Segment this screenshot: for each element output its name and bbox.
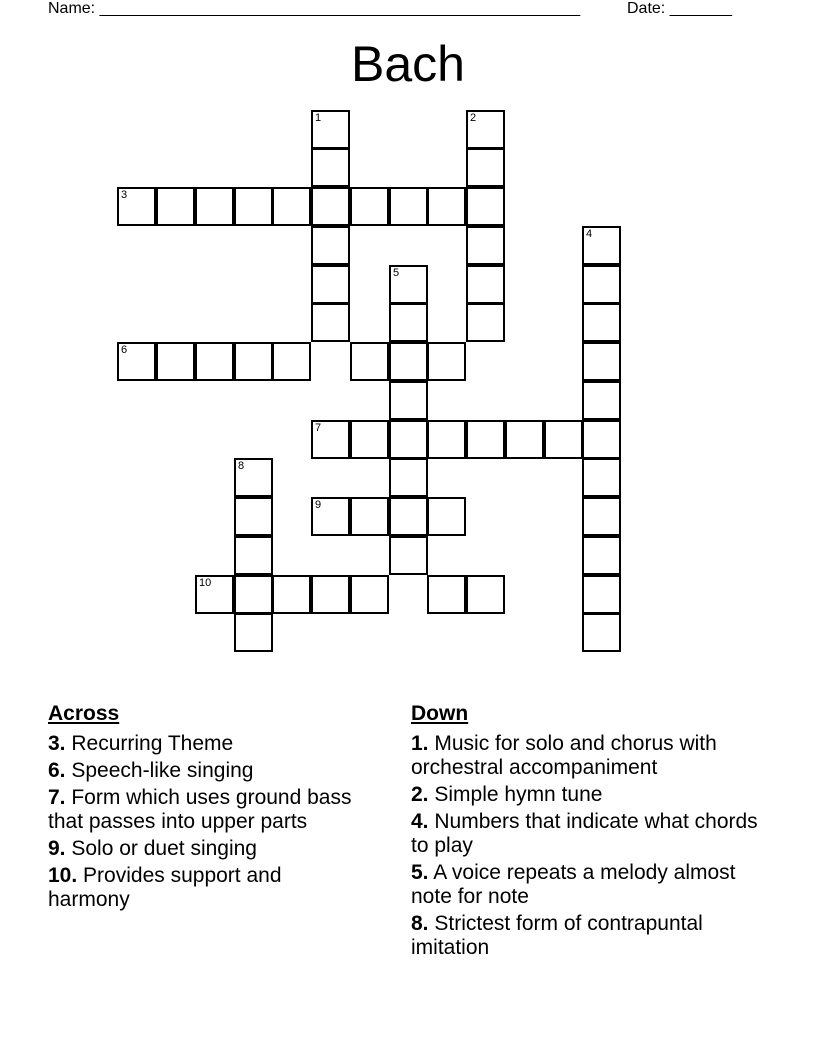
grid-cell	[466, 110, 505, 149]
grid-cell	[582, 575, 621, 614]
cell-number: 1	[315, 112, 322, 124]
down-clues	[411, 702, 761, 963]
clue-across-3	[48, 732, 358, 756]
grid-cell	[582, 613, 621, 652]
grid-cell	[582, 342, 621, 381]
grid-cell	[466, 187, 505, 226]
grid-cell	[505, 420, 544, 459]
grid-cell	[582, 536, 621, 575]
grid-cell	[582, 458, 621, 497]
grid-cell	[389, 265, 428, 304]
clue-text: Solo or duet singing	[71, 837, 257, 860]
clue-text: A voice repeats a melody almost note for note	[411, 861, 736, 908]
grid-cell	[466, 303, 505, 342]
grid-cell	[427, 342, 466, 381]
grid-cell	[350, 575, 389, 614]
grid-cell	[427, 187, 466, 226]
grid-cell	[117, 342, 156, 381]
grid-cell	[466, 265, 505, 304]
across-heading: Across	[48, 702, 120, 725]
grid-cell	[311, 226, 350, 265]
grid-cell	[389, 536, 428, 575]
cell-number: 6	[121, 344, 128, 356]
clue-text: Simple hymn tune	[434, 783, 603, 806]
grid-cell	[389, 187, 428, 226]
grid-cell	[466, 226, 505, 265]
clue-down-1	[411, 732, 761, 780]
cell-number: 2	[470, 112, 477, 124]
grid-cell	[582, 381, 621, 420]
clue-across-7	[48, 786, 358, 834]
cell-number: 9	[315, 499, 322, 511]
grid-cell	[234, 497, 273, 536]
clue-down-4	[411, 810, 761, 858]
clue-text: Numbers that indicate what chords to play	[411, 810, 758, 857]
clue-number: 1.	[411, 732, 429, 755]
cell-number: 4	[586, 228, 593, 240]
grid-cell	[311, 575, 350, 614]
clue-number: 5.	[411, 861, 429, 884]
grid-cell	[272, 187, 311, 226]
clue-text: Provides support and harmony	[48, 864, 282, 911]
grid-cell	[234, 613, 273, 652]
grid-cell	[389, 458, 428, 497]
clue-number: 6.	[48, 759, 66, 782]
grid-cell	[389, 303, 428, 342]
name-line: Name: ______________________________________________________	[48, 0, 581, 17]
grid-cell	[195, 342, 234, 381]
grid-cell	[195, 575, 234, 614]
clue-number: 2.	[411, 783, 429, 806]
grid-cell	[311, 265, 350, 304]
clue-number: 3.	[48, 732, 66, 755]
down-heading: Down	[411, 702, 469, 725]
grid-cell	[389, 342, 428, 381]
grid-cell	[582, 497, 621, 536]
clue-across-9	[48, 837, 358, 861]
grid-cell	[389, 497, 428, 536]
grid-cell	[234, 342, 273, 381]
date-line: Date: _______	[627, 0, 732, 17]
grid-cell	[311, 110, 350, 149]
clue-text: Speech-like singing	[71, 759, 254, 782]
across-clues	[48, 702, 358, 915]
cell-number: 10	[199, 577, 212, 589]
grid-cell	[272, 575, 311, 614]
grid-cell	[582, 303, 621, 342]
grid-cell	[350, 497, 389, 536]
grid-cell	[427, 575, 466, 614]
grid-cell	[350, 342, 389, 381]
cell-number: 8	[238, 460, 245, 472]
clue-across-6	[48, 759, 358, 783]
grid-cell	[272, 342, 311, 381]
grid-cell	[156, 187, 195, 226]
clue-down-2	[411, 783, 761, 807]
grid-cell	[234, 536, 273, 575]
grid-cell	[582, 226, 621, 265]
grid-cell	[156, 342, 195, 381]
grid-cell	[427, 497, 466, 536]
grid-cell	[389, 420, 428, 459]
grid-cell	[234, 458, 273, 497]
clue-number: 7.	[48, 786, 66, 809]
grid-cell	[350, 420, 389, 459]
clue-number: 8.	[411, 912, 429, 935]
cell-number: 5	[393, 267, 400, 279]
clue-down-5	[411, 861, 761, 909]
puzzle-title: Bach	[351, 36, 465, 92]
clue-text: Strictest form of contrapuntal imitation	[411, 912, 703, 959]
grid-cell	[582, 420, 621, 459]
clue-number: 10.	[48, 864, 78, 887]
cell-number: 7	[315, 422, 322, 434]
clue-number: 4.	[411, 810, 429, 833]
clue-text: Recurring Theme	[71, 732, 234, 755]
grid-cell	[466, 420, 505, 459]
grid-cell	[582, 265, 621, 304]
cell-number: 3	[121, 189, 128, 201]
grid-cell	[427, 420, 466, 459]
clue-text: Music for solo and chorus with orchestral accompaniment	[411, 732, 717, 779]
grid-cell	[234, 187, 273, 226]
clue-down-8	[411, 912, 761, 960]
grid-cell	[466, 575, 505, 614]
grid-cell	[117, 187, 156, 226]
grid-cell	[311, 497, 350, 536]
grid-cell	[466, 148, 505, 187]
grid-cell	[389, 381, 428, 420]
grid-cell	[350, 187, 389, 226]
clue-number: 9.	[48, 837, 66, 860]
grid-cell	[311, 420, 350, 459]
grid-cell	[311, 303, 350, 342]
grid-cell	[195, 187, 234, 226]
grid-cell	[311, 187, 350, 226]
grid-cell	[311, 148, 350, 187]
grid-cell	[544, 420, 583, 459]
grid-cell	[234, 575, 273, 614]
clue-across-10	[48, 864, 358, 912]
clue-text: Form which uses ground bass that passes into upper parts	[48, 786, 352, 833]
